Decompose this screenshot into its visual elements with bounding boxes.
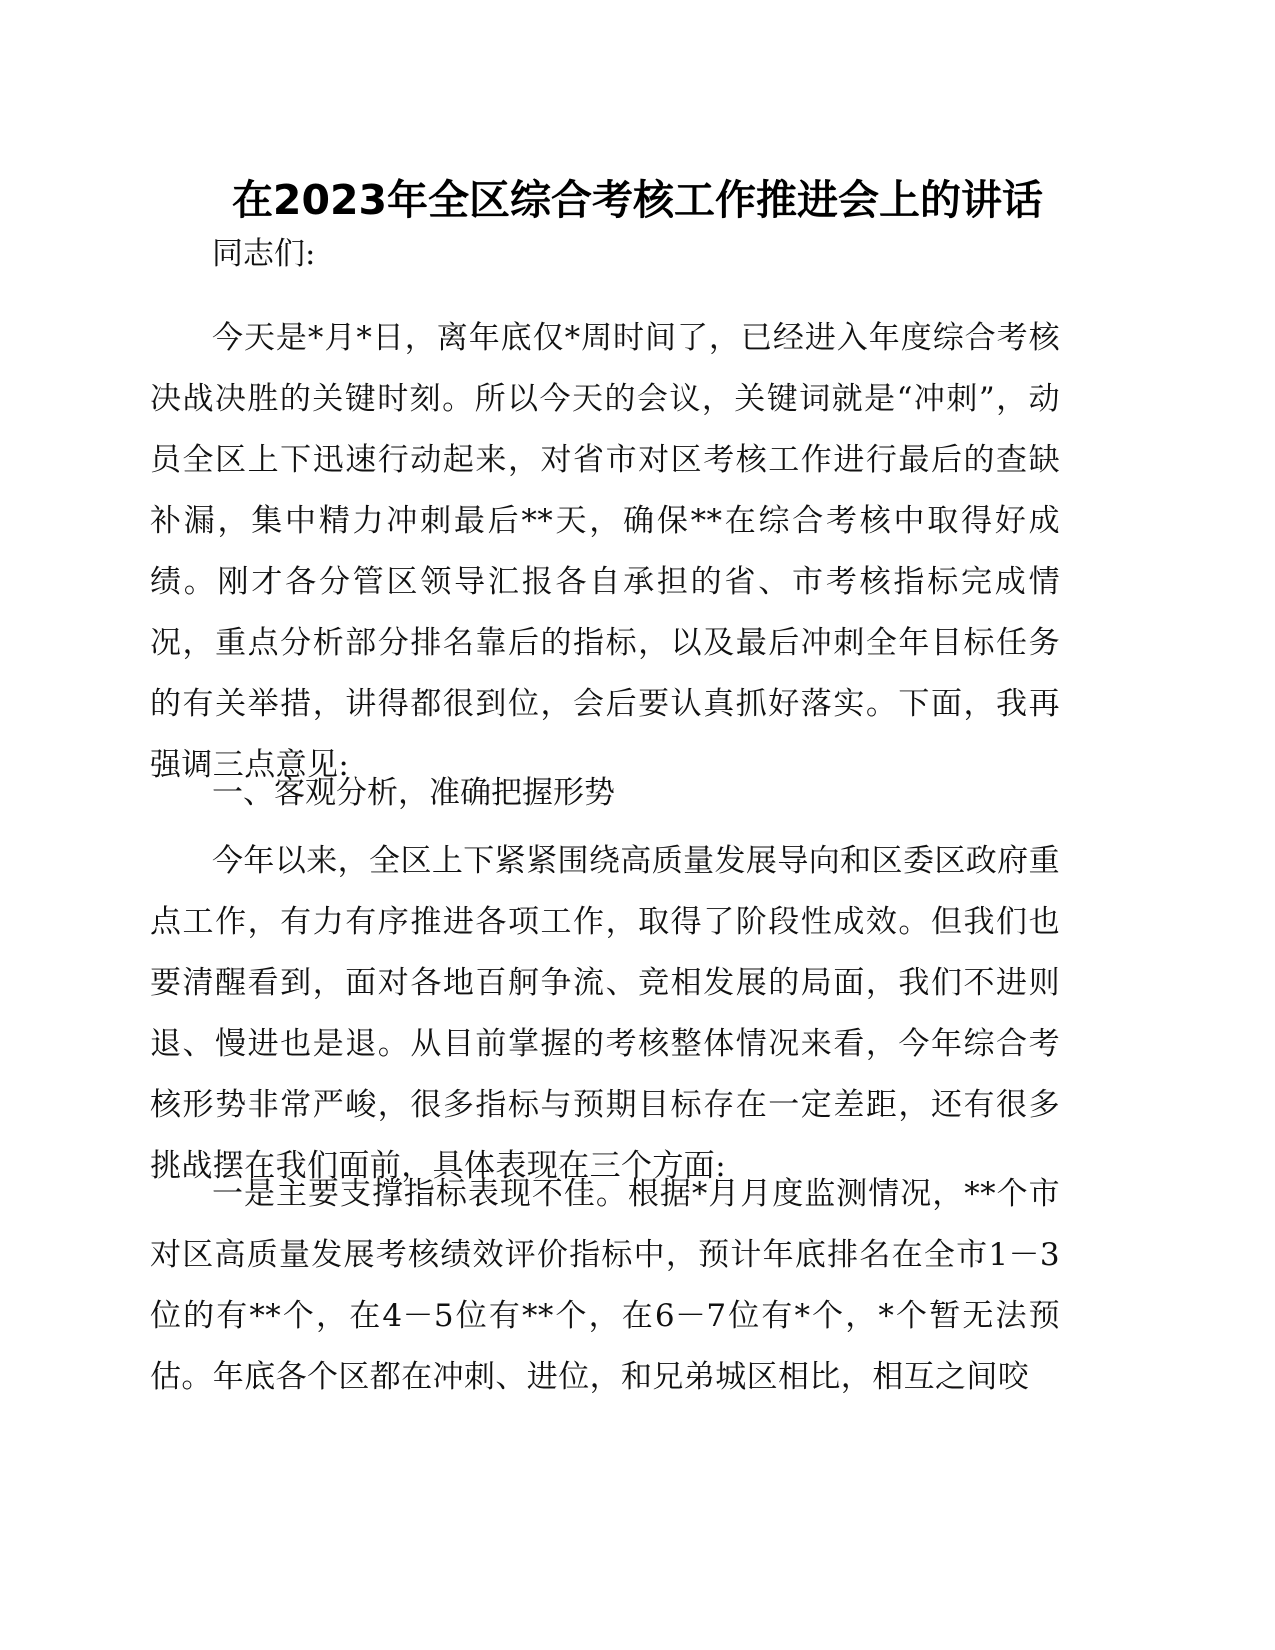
greeting: 同志们: [212,236,316,272]
paragraph-indicators: 一是主要支撑指标表现不佳。根据*月月度监测情况，**个市对区高质量发展考核绩效评价指标中，预计年底排名在全市1－3位的有**个，在4－5位有**个，在6－7位有*个，*个暂无法预估。年底各个区都在冲刺、进位，和兄弟城区相比，相互之间咬 [150,1176,1060,1395]
paragraph-situation: 今年以来，全区上下紧紧围绕高质量发展导向和区委区政府重点工作，有力有序推进各项工作，取得了阶段性成效。但我们也要清醒看到，面对各地百舸争流、竞相发展的局面，我们不进则退、慢进也是退。从目前掌握的考核整体情况来看，今年综合考核形势非常严峻，很多指标与预期目标存在一定差距，还有很多挑战摆在我们面前，具体表现在三个方面: [150,843,1060,1184]
paragraph-intro: 今天是*月*日，离年底仅*周时间了，已经进入年度综合考核决战决胜的关键时刻。所以今天的会议，关键词就是“冲刺”，动员全区上下迅速行动起来，对省市对区考核工作进行最后的查缺补漏，集中精力冲刺最后**天，确保**在综合考核中取得好成绩。刚才各分管区领导汇报各自承担的省、市考核指标完成情况，重点分析部分排名靠后的指标，以及最后冲刺全年目标任务的有关举措，讲得都很到位，会后要认真抓好落实。下面，我再强调三点意见: [150,320,1060,783]
section-heading-1: 一、客观分析，准确把握形势 [212,775,615,811]
document-title: 在2023年全区综合考核工作推进会上的讲话 [231,176,1044,224]
